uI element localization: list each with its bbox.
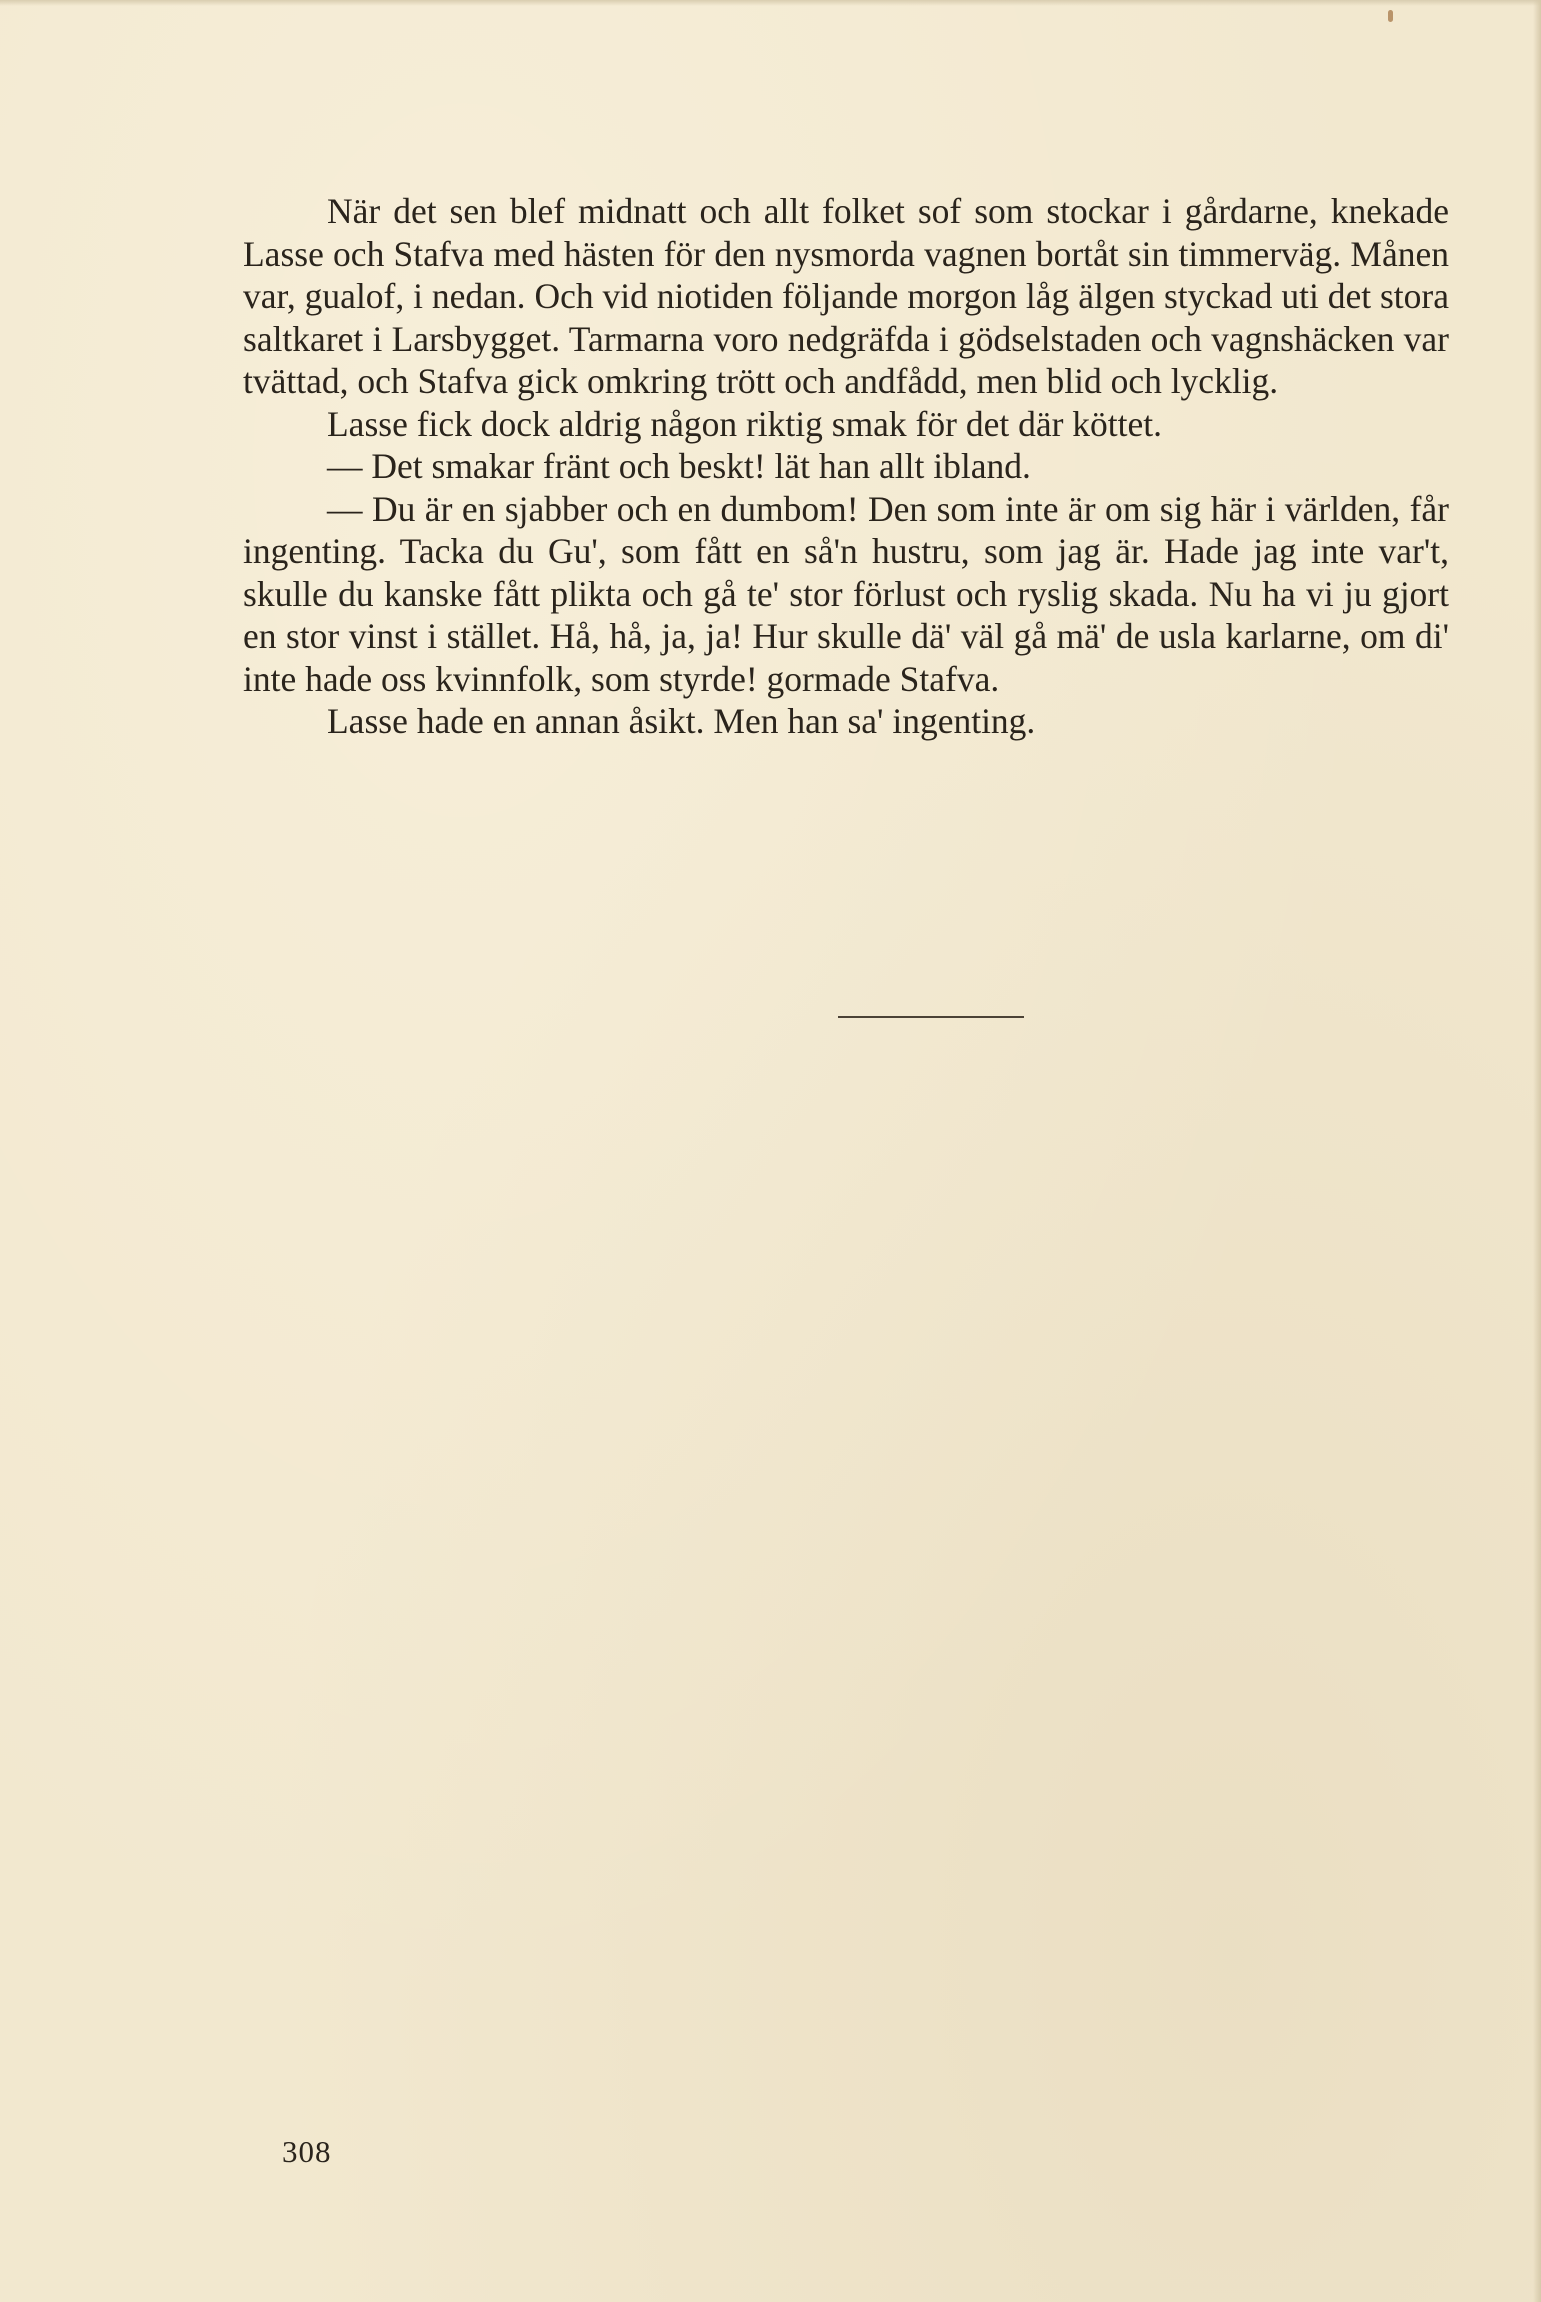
page-right-edge bbox=[1533, 0, 1541, 2302]
paragraph-1: När det sen blef midnatt och allt folket sof som stockar i gårdarne, knekade Lasse och Stafva med hästen för den nysmorda vagnen bortåt sin timmerväg. Månen var, gualof, i nedan. Och vid niotiden följande morgon låg älgen styckad uti det stora saltkaret i Larsbygget. Tarmarna voro nedgräfda i gödselstaden och vagnshäcken var tvättad, och Stafva gick omkring trött och andfådd, men blid och lycklig. bbox=[243, 191, 1449, 401]
paragraph-2: Lasse fick dock aldrig någon riktig smak för det där köttet. bbox=[327, 403, 1162, 444]
paragraph-4: — Du är en sjabber och en dumbom! Den som inte är om sig här i världen, får ingenting. Tacka du Gu', som fått en så'n hustru, som jag är. Hade jag inte var't, skulle du kanske fått plikta och gå te' stor förlust och ryslig skada. Nu ha vi ju gjort en stor vinst i stället. Hå, hå, ja, ja! Hur skulle dä' väl gå mä' de usla karlarne, om di' inte hade oss kvinnfolk, som styrde! gormade Stafva. bbox=[243, 488, 1449, 699]
paragraph-5: Lasse hade en annan åsikt. Men han sa' ingenting. bbox=[327, 701, 1036, 741]
paragraph-3: — Det smakar fränt och beskt! lät han allt ibland. bbox=[327, 446, 1031, 486]
page-top-edge bbox=[0, 0, 1541, 6]
body-text bbox=[243, 190, 1449, 743]
page-number: 308 bbox=[282, 2134, 332, 2169]
ink-speck bbox=[1388, 10, 1393, 22]
section-divider bbox=[838, 1016, 1024, 1018]
